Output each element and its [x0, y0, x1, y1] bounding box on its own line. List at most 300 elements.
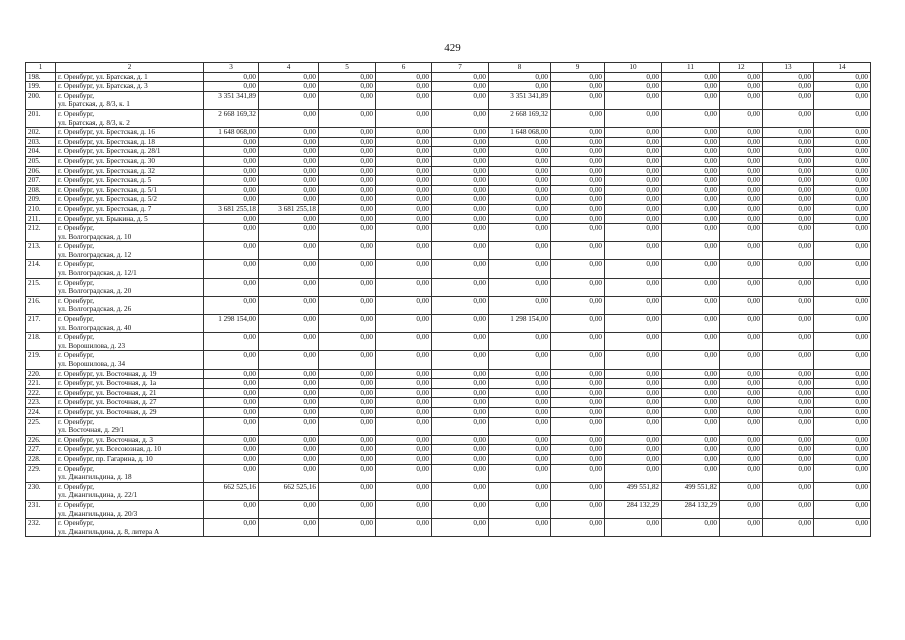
value-cell: 0,00 — [319, 82, 376, 92]
value-cell: 0,00 — [376, 445, 432, 455]
value-cell: 0,00 — [319, 500, 376, 518]
value-cell: 0,00 — [720, 388, 763, 398]
value-cell: 0,00 — [489, 454, 551, 464]
value-cell: 0,00 — [204, 398, 259, 408]
value-cell: 0,00 — [814, 417, 871, 435]
value-cell: 0,00 — [814, 482, 871, 500]
address-cell — [56, 278, 204, 296]
table-row — [26, 185, 871, 195]
value-cell: 0,00 — [259, 398, 319, 408]
row-index: 232. — [26, 519, 56, 537]
address-line: г. Оренбург, — [58, 417, 95, 426]
value-cell: 0,00 — [720, 379, 763, 389]
value-cell: 0,00 — [720, 417, 763, 435]
value-cell: 0,00 — [605, 369, 662, 379]
value-cell: 0,00 — [662, 369, 720, 379]
value-cell: 0,00 — [259, 260, 319, 278]
value-cell: 0,00 — [763, 388, 814, 398]
value-cell: 0,00 — [319, 176, 376, 186]
column-header: 3 — [204, 63, 259, 73]
value-cell: 0,00 — [376, 296, 432, 314]
value-cell: 0,00 — [605, 109, 662, 127]
row-index: 224. — [26, 407, 56, 417]
table-row — [26, 195, 871, 205]
value-cell: 0,00 — [489, 333, 551, 351]
address-line: г. Оренбург, — [58, 500, 95, 509]
value-cell: 0,00 — [605, 407, 662, 417]
value-cell: 0,00 — [605, 333, 662, 351]
value-cell: 0,00 — [319, 398, 376, 408]
address-line: г. Оренбург, ул. Восточная, д. 27 — [58, 398, 157, 407]
value-cell: 0,00 — [814, 204, 871, 214]
table-row — [26, 296, 871, 314]
address-cell — [56, 398, 204, 408]
value-cell: 0,00 — [204, 454, 259, 464]
value-cell: 0,00 — [720, 128, 763, 138]
value-cell: 0,00 — [763, 407, 814, 417]
value-cell: 0,00 — [763, 242, 814, 260]
row-index: 207. — [26, 176, 56, 186]
value-cell: 0,00 — [376, 147, 432, 157]
value-cell: 0,00 — [763, 185, 814, 195]
value-cell: 0,00 — [319, 204, 376, 214]
value-cell: 0,00 — [259, 278, 319, 296]
value-cell: 0,00 — [763, 296, 814, 314]
value-cell: 2 668 169,32 — [204, 109, 259, 127]
value-cell: 0,00 — [259, 519, 319, 537]
value-cell: 0,00 — [432, 445, 489, 455]
value-cell: 0,00 — [551, 417, 605, 435]
address-line: г. Оренбург, ул. Братская, д. 1 — [58, 72, 148, 81]
column-header: 13 — [763, 63, 814, 73]
value-cell: 0,00 — [763, 351, 814, 369]
value-cell: 0,00 — [720, 137, 763, 147]
value-cell: 0,00 — [204, 333, 259, 351]
value-cell: 0,00 — [376, 109, 432, 127]
value-cell: 0,00 — [814, 398, 871, 408]
value-cell: 0,00 — [551, 176, 605, 186]
value-cell: 0,00 — [259, 128, 319, 138]
table-row — [26, 500, 871, 518]
value-cell: 0,00 — [814, 454, 871, 464]
address-cell — [56, 454, 204, 464]
value-cell: 0,00 — [259, 176, 319, 186]
address-line: г. Оренбург, ул. Брестская, д. 5/2 — [58, 195, 157, 204]
address-cell — [56, 224, 204, 242]
value-cell: 0,00 — [720, 195, 763, 205]
value-cell: 0,00 — [605, 435, 662, 445]
value-cell: 0,00 — [432, 91, 489, 109]
row-index: 212. — [26, 224, 56, 242]
value-cell: 0,00 — [259, 214, 319, 224]
value-cell: 0,00 — [376, 278, 432, 296]
address-line: г. Оренбург, ул. Восточная, д. 19 — [58, 369, 157, 378]
row-index: 228. — [26, 454, 56, 464]
value-cell: 0,00 — [376, 482, 432, 500]
value-cell: 0,00 — [763, 417, 814, 435]
value-cell: 0,00 — [720, 176, 763, 186]
value-cell: 0,00 — [489, 260, 551, 278]
value-cell: 0,00 — [720, 260, 763, 278]
address-cell — [56, 91, 204, 109]
value-cell: 0,00 — [662, 407, 720, 417]
value-cell: 0,00 — [489, 147, 551, 157]
value-cell: 0,00 — [259, 454, 319, 464]
value-cell: 0,00 — [432, 214, 489, 224]
value-cell: 0,00 — [605, 166, 662, 176]
value-cell: 0,00 — [319, 91, 376, 109]
value-cell: 0,00 — [763, 156, 814, 166]
value-cell: 0,00 — [432, 369, 489, 379]
value-cell: 0,00 — [720, 315, 763, 333]
address-cell — [56, 379, 204, 389]
row-index: 231. — [26, 500, 56, 518]
value-cell: 0,00 — [814, 315, 871, 333]
value-cell: 0,00 — [376, 417, 432, 435]
value-cell: 0,00 — [259, 91, 319, 109]
row-index: 227. — [26, 445, 56, 455]
value-cell: 0,00 — [259, 296, 319, 314]
row-index: 204. — [26, 147, 56, 157]
data-table — [25, 62, 871, 537]
value-cell: 0,00 — [720, 91, 763, 109]
value-cell: 0,00 — [551, 315, 605, 333]
value-cell: 0,00 — [319, 379, 376, 389]
address-line: г. Оренбург, — [58, 351, 95, 360]
value-cell: 0,00 — [662, 214, 720, 224]
table-row — [26, 454, 871, 464]
value-cell: 0,00 — [662, 260, 720, 278]
value-cell: 0,00 — [814, 176, 871, 186]
value-cell: 0,00 — [204, 185, 259, 195]
value-cell: 0,00 — [662, 435, 720, 445]
value-cell: 0,00 — [814, 388, 871, 398]
row-index: 229. — [26, 464, 56, 482]
value-cell: 0,00 — [605, 417, 662, 435]
row-index: 199. — [26, 82, 56, 92]
value-cell: 0,00 — [662, 333, 720, 351]
value-cell: 0,00 — [551, 91, 605, 109]
address-line: ул. Волгоградская, д. 10 — [58, 232, 132, 241]
value-cell: 0,00 — [551, 519, 605, 537]
table-row — [26, 260, 871, 278]
value-cell: 0,00 — [204, 417, 259, 435]
value-cell: 0,00 — [489, 195, 551, 205]
value-cell: 0,00 — [551, 407, 605, 417]
value-cell: 0,00 — [432, 296, 489, 314]
value-cell: 0,00 — [259, 417, 319, 435]
value-cell: 0,00 — [204, 260, 259, 278]
value-cell: 3 351 341,89 — [489, 91, 551, 109]
value-cell: 0,00 — [662, 72, 720, 82]
value-cell: 0,00 — [814, 379, 871, 389]
value-cell: 0,00 — [319, 260, 376, 278]
table-row — [26, 242, 871, 260]
table-row — [26, 407, 871, 417]
value-cell: 0,00 — [432, 278, 489, 296]
address-line: г. Оренбург, ул. Восточная, д. 21 — [58, 388, 157, 397]
value-cell: 0,00 — [319, 278, 376, 296]
value-cell: 0,00 — [814, 72, 871, 82]
address-line: ул. Восточная, д. 29/1 — [58, 426, 125, 435]
value-cell: 0,00 — [259, 464, 319, 482]
value-cell: 0,00 — [605, 296, 662, 314]
value-cell: 0,00 — [763, 379, 814, 389]
value-cell: 0,00 — [376, 166, 432, 176]
value-cell: 0,00 — [763, 519, 814, 537]
value-cell: 0,00 — [814, 369, 871, 379]
row-index: 214. — [26, 260, 56, 278]
value-cell: 0,00 — [319, 242, 376, 260]
address-cell — [56, 333, 204, 351]
value-cell: 0,00 — [763, 333, 814, 351]
value-cell: 0,00 — [720, 72, 763, 82]
value-cell: 0,00 — [551, 260, 605, 278]
value-cell: 0,00 — [432, 166, 489, 176]
value-cell: 1 298 154,00 — [204, 315, 259, 333]
value-cell: 0,00 — [814, 195, 871, 205]
address-cell — [56, 519, 204, 537]
row-index: 213. — [26, 242, 56, 260]
value-cell: 0,00 — [662, 166, 720, 176]
value-cell: 0,00 — [814, 407, 871, 417]
value-cell: 0,00 — [763, 260, 814, 278]
value-cell: 0,00 — [605, 388, 662, 398]
value-cell: 0,00 — [432, 224, 489, 242]
value-cell: 0,00 — [605, 398, 662, 408]
value-cell: 0,00 — [605, 156, 662, 166]
value-cell: 0,00 — [551, 333, 605, 351]
value-cell: 0,00 — [259, 156, 319, 166]
value-cell: 0,00 — [259, 137, 319, 147]
value-cell: 499 551,82 — [662, 482, 720, 500]
value-cell: 0,00 — [605, 445, 662, 455]
row-index: 230. — [26, 482, 56, 500]
row-index: 217. — [26, 315, 56, 333]
value-cell: 0,00 — [376, 91, 432, 109]
column-header: 6 — [376, 63, 432, 73]
address-line: г. Оренбург, ул. Восточная, д. 1а — [58, 379, 157, 388]
row-index: 203. — [26, 137, 56, 147]
table-row — [26, 72, 871, 82]
value-cell: 0,00 — [720, 351, 763, 369]
table-row — [26, 369, 871, 379]
value-cell: 0,00 — [259, 351, 319, 369]
value-cell: 0,00 — [662, 519, 720, 537]
value-cell: 0,00 — [814, 278, 871, 296]
value-cell: 0,00 — [814, 464, 871, 482]
address-line: г. Оренбург, — [58, 315, 95, 324]
address-line: г. Оренбург, ул. Брестская, д. 30 — [58, 156, 155, 165]
column-header: 4 — [259, 63, 319, 73]
value-cell: 0,00 — [319, 454, 376, 464]
value-cell: 0,00 — [720, 482, 763, 500]
address-line: г. Оренбург, — [58, 242, 95, 251]
row-index: 218. — [26, 333, 56, 351]
value-cell: 0,00 — [662, 109, 720, 127]
value-cell: 0,00 — [720, 333, 763, 351]
value-cell: 0,00 — [814, 109, 871, 127]
value-cell: 0,00 — [605, 260, 662, 278]
address-cell — [56, 195, 204, 205]
address-line: ул. Волгоградская, д. 26 — [58, 305, 132, 314]
value-cell: 0,00 — [551, 147, 605, 157]
value-cell: 0,00 — [605, 137, 662, 147]
row-index: 205. — [26, 156, 56, 166]
address-line: ул. Волгоградская, д. 12/1 — [58, 269, 137, 278]
value-cell: 0,00 — [551, 445, 605, 455]
address-line: г. Оренбург, ул. Брестская, д. 18 — [58, 137, 155, 146]
value-cell: 0,00 — [814, 137, 871, 147]
table-row — [26, 109, 871, 127]
value-cell: 0,00 — [551, 278, 605, 296]
value-cell: 0,00 — [720, 147, 763, 157]
value-cell: 0,00 — [662, 278, 720, 296]
address-line: г. Оренбург, ул. Брестская, д. 5/1 — [58, 185, 157, 194]
value-cell: 0,00 — [204, 407, 259, 417]
column-header: 8 — [489, 63, 551, 73]
value-cell: 0,00 — [204, 519, 259, 537]
value-cell: 0,00 — [551, 204, 605, 214]
value-cell: 0,00 — [720, 464, 763, 482]
value-cell: 0,00 — [376, 242, 432, 260]
address-cell — [56, 109, 204, 127]
row-index: 200. — [26, 91, 56, 109]
value-cell: 0,00 — [720, 185, 763, 195]
value-cell: 0,00 — [763, 482, 814, 500]
value-cell: 0,00 — [662, 137, 720, 147]
value-cell: 3 681 255,18 — [259, 204, 319, 214]
value-cell: 0,00 — [204, 278, 259, 296]
value-cell: 3 681 255,18 — [204, 204, 259, 214]
table-row — [26, 398, 871, 408]
value-cell: 0,00 — [551, 214, 605, 224]
value-cell: 0,00 — [814, 147, 871, 157]
address-line: г. Оренбург, — [58, 91, 95, 100]
value-cell: 0,00 — [319, 156, 376, 166]
value-cell: 0,00 — [662, 147, 720, 157]
address-line: г. Оренбург, — [58, 109, 95, 118]
value-cell: 0,00 — [605, 519, 662, 537]
value-cell: 0,00 — [662, 128, 720, 138]
address-line: ул. Джангильдина, д. 20/3 — [58, 509, 138, 518]
value-cell: 1 298 154,00 — [489, 315, 551, 333]
column-header: 1 — [26, 63, 56, 73]
value-cell: 0,00 — [489, 435, 551, 445]
row-index: 223. — [26, 398, 56, 408]
value-cell: 0,00 — [662, 351, 720, 369]
value-cell: 0,00 — [319, 72, 376, 82]
value-cell: 0,00 — [551, 128, 605, 138]
value-cell: 0,00 — [662, 156, 720, 166]
value-cell: 0,00 — [319, 333, 376, 351]
column-header: 14 — [814, 63, 871, 73]
value-cell: 0,00 — [432, 379, 489, 389]
value-cell: 0,00 — [720, 398, 763, 408]
value-cell: 284 132,29 — [662, 500, 720, 518]
value-cell: 0,00 — [763, 445, 814, 455]
value-cell: 1 648 068,00 — [489, 128, 551, 138]
table-row — [26, 224, 871, 242]
value-cell: 0,00 — [720, 369, 763, 379]
value-cell: 0,00 — [432, 351, 489, 369]
value-cell: 0,00 — [376, 204, 432, 214]
value-cell: 0,00 — [376, 214, 432, 224]
value-cell: 0,00 — [319, 137, 376, 147]
address-line: г. Оренбург, ул. Брестская, д. 16 — [58, 128, 155, 137]
value-cell: 0,00 — [489, 214, 551, 224]
value-cell: 2 668 169,32 — [489, 109, 551, 127]
value-cell: 0,00 — [763, 204, 814, 214]
table-row — [26, 464, 871, 482]
value-cell: 0,00 — [662, 242, 720, 260]
value-cell: 0,00 — [489, 278, 551, 296]
value-cell: 0,00 — [432, 195, 489, 205]
row-index: 220. — [26, 369, 56, 379]
value-cell: 0,00 — [432, 260, 489, 278]
address-line: г. Оренбург, ул. Брестская, д. 5 — [58, 176, 152, 185]
value-cell: 0,00 — [259, 242, 319, 260]
address-line: ул. Джангильдина, д. 18 — [58, 473, 132, 482]
value-cell: 0,00 — [489, 176, 551, 186]
value-cell: 0,00 — [662, 445, 720, 455]
value-cell: 0,00 — [662, 379, 720, 389]
value-cell: 0,00 — [319, 435, 376, 445]
value-cell: 0,00 — [376, 333, 432, 351]
row-index: 202. — [26, 128, 56, 138]
address-cell — [56, 242, 204, 260]
value-cell: 0,00 — [204, 388, 259, 398]
value-cell: 0,00 — [763, 369, 814, 379]
value-cell: 0,00 — [605, 204, 662, 214]
value-cell: 0,00 — [551, 224, 605, 242]
address-cell — [56, 260, 204, 278]
value-cell: 0,00 — [662, 224, 720, 242]
value-cell: 499 551,82 — [605, 482, 662, 500]
address-cell — [56, 147, 204, 157]
value-cell: 0,00 — [376, 500, 432, 518]
value-cell: 0,00 — [720, 166, 763, 176]
row-index: 215. — [26, 278, 56, 296]
value-cell: 0,00 — [814, 128, 871, 138]
value-cell: 0,00 — [720, 214, 763, 224]
value-cell: 0,00 — [551, 82, 605, 92]
value-cell: 0,00 — [376, 398, 432, 408]
value-cell: 0,00 — [763, 278, 814, 296]
value-cell: 0,00 — [432, 519, 489, 537]
value-cell: 0,00 — [489, 204, 551, 214]
value-cell: 0,00 — [814, 435, 871, 445]
column-header: 2 — [56, 63, 204, 73]
value-cell: 0,00 — [204, 166, 259, 176]
row-index: 226. — [26, 435, 56, 445]
value-cell: 0,00 — [376, 82, 432, 92]
address-line: г. Оренбург, — [58, 482, 95, 491]
value-cell: 0,00 — [662, 204, 720, 214]
value-cell: 0,00 — [763, 315, 814, 333]
address-line: г. Оренбург, — [58, 519, 95, 528]
value-cell: 0,00 — [319, 407, 376, 417]
column-header: 9 — [551, 63, 605, 73]
value-cell: 0,00 — [259, 435, 319, 445]
value-cell: 0,00 — [814, 296, 871, 314]
value-cell: 0,00 — [376, 388, 432, 398]
value-cell: 0,00 — [259, 195, 319, 205]
value-cell: 0,00 — [259, 72, 319, 82]
address-cell — [56, 435, 204, 445]
table-row — [26, 445, 871, 455]
address-line: ул. Джангильдина, д. 22/1 — [58, 491, 138, 500]
